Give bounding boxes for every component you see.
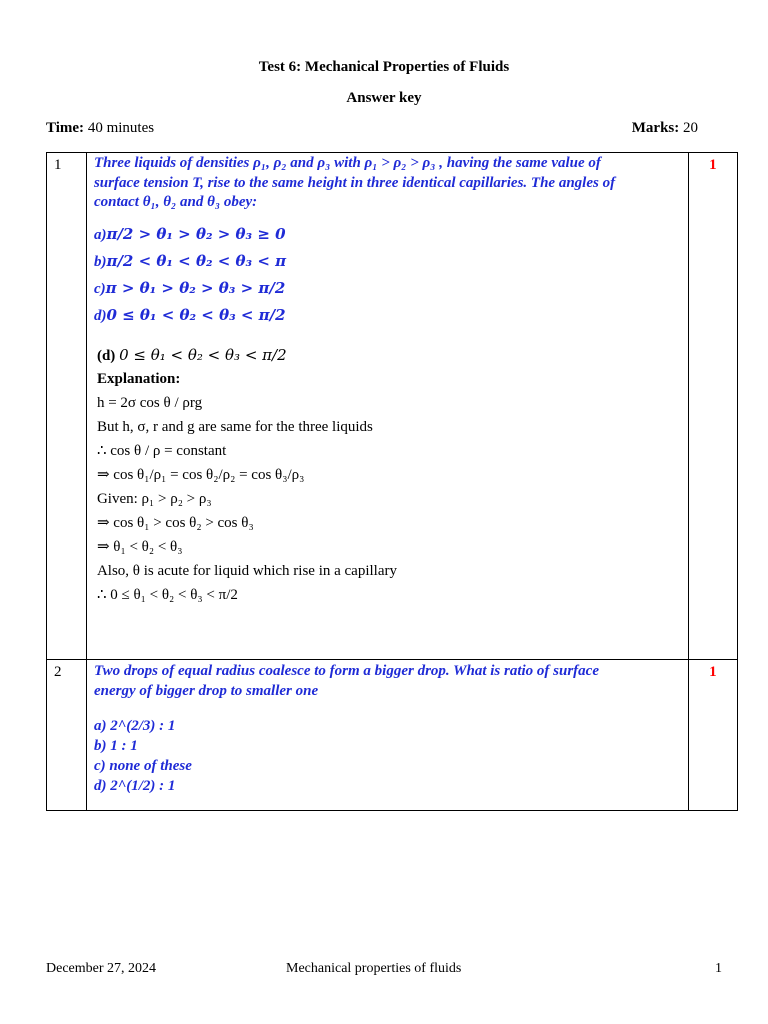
option-prefix: b) xyxy=(93,253,107,270)
question-body xyxy=(86,153,688,660)
question-body xyxy=(86,660,688,811)
question-stem-line: Three liquids of densities ρ₁, ρ₂ and ρ₃ with ρ₁ > ρ₂ > ρ₃ , having the same value of xyxy=(93,155,601,171)
time-label: Time: xyxy=(46,120,85,136)
question-row-2 xyxy=(47,660,738,811)
explanation-line: Given: ρ₁ > ρ₂ > ρ₃ xyxy=(96,490,212,507)
question-number: 1 xyxy=(47,153,87,660)
option-prefix: c) xyxy=(93,280,106,297)
option-prefix: d) xyxy=(93,778,107,794)
answer-text: 0 ≤ θ₁ < θ₂ < θ₃ < π/2 xyxy=(119,345,287,364)
question-marks: 1 xyxy=(688,153,737,660)
option-text: 1 : 1 xyxy=(110,738,138,754)
option-b xyxy=(94,248,688,275)
explanation-line: ⇒ θ₁ < θ₂ < θ₃ xyxy=(96,538,183,555)
marks-label: Marks: xyxy=(631,120,680,136)
option-text: none of these xyxy=(109,758,192,774)
footer-page-number: 1 xyxy=(715,961,722,976)
time-value: 40 minutes xyxy=(87,120,155,136)
marks-info xyxy=(632,120,698,137)
time-info xyxy=(46,120,154,137)
explanation-line: ⇒ cos θ₁ > cos θ₂ > cos θ₃ xyxy=(96,514,254,531)
explanation-heading: Explanation: xyxy=(96,370,181,387)
option-c xyxy=(94,275,688,302)
option-text: π > θ₁ > θ₂ > θ₃ > π/2 xyxy=(105,278,286,297)
explanation-line: h = 2σ cos θ / ρrg xyxy=(96,394,203,411)
footer-date: December 27, 2024 xyxy=(46,961,157,976)
option-a xyxy=(94,716,688,736)
question-stem-line: contact θ₁, θ₂ and θ₃ obey: xyxy=(93,194,258,210)
option-text: π/2 < θ₁ < θ₂ < θ₃ < π xyxy=(106,251,287,270)
option-prefix: c) xyxy=(93,758,106,774)
page-subtitle: Answer key xyxy=(346,90,422,106)
question-stem xyxy=(94,154,688,213)
option-text: π/2 > θ₁ > θ₂ > θ₃ ≥ 0 xyxy=(106,224,286,243)
footer-subject: Mechanical properties of fluids xyxy=(286,961,462,976)
option-list xyxy=(94,716,688,796)
explanation-line: ∴ 0 ≤ θ₁ < θ₂ < θ₃ < π/2 xyxy=(96,586,238,603)
marks-value: 20 xyxy=(683,120,698,136)
question-number: 2 xyxy=(47,660,87,811)
question-stem-line: surface tension T, rise to the same height in three identical capillaries. The angles of xyxy=(93,174,616,191)
option-d xyxy=(94,776,688,796)
explanation-line: Also, θ is acute for liquid which rise in a capillary xyxy=(96,562,397,579)
option-text: 2^(2/3) : 1 xyxy=(110,718,176,734)
option-prefix: a) xyxy=(93,226,107,243)
question-stem-line: energy of bigger drop to smaller one xyxy=(93,682,319,699)
question-table xyxy=(46,152,738,811)
option-prefix: a) xyxy=(93,718,107,734)
explanation-line: ∴ cos θ / ρ = constant xyxy=(96,442,227,459)
answer-label: (d) xyxy=(96,347,116,364)
question-marks: 1 xyxy=(688,660,737,811)
explanation-line: But h, σ, r and g are same for the three liquids xyxy=(96,418,373,435)
option-prefix: d) xyxy=(93,307,107,324)
option-text: 0 ≤ θ₁ < θ₂ < θ₃ < π/2 xyxy=(106,305,286,324)
option-d xyxy=(94,302,688,329)
question-stem-line: Two drops of equal radius coalesce to form a bigger drop. What is ratio of surface xyxy=(93,663,599,679)
answer-line xyxy=(97,343,688,367)
option-prefix: b) xyxy=(93,738,107,754)
option-c xyxy=(94,756,688,776)
explanation-line: ⇒ cos θ₁/ρ₁ = cos θ₂/ρ₂ = cos θ₃/ρ₃ xyxy=(96,466,305,483)
option-list xyxy=(94,221,688,329)
question-row-1 xyxy=(47,153,738,660)
option-a xyxy=(94,221,688,248)
page-title: Test 6: Mechanical Properties of Fluids xyxy=(258,59,510,75)
answer-block xyxy=(97,343,688,607)
meta-row xyxy=(46,120,698,137)
explanation-label xyxy=(97,367,688,391)
option-text: 2^(1/2) : 1 xyxy=(110,778,176,794)
option-b xyxy=(94,736,688,756)
question-stem xyxy=(94,662,688,701)
